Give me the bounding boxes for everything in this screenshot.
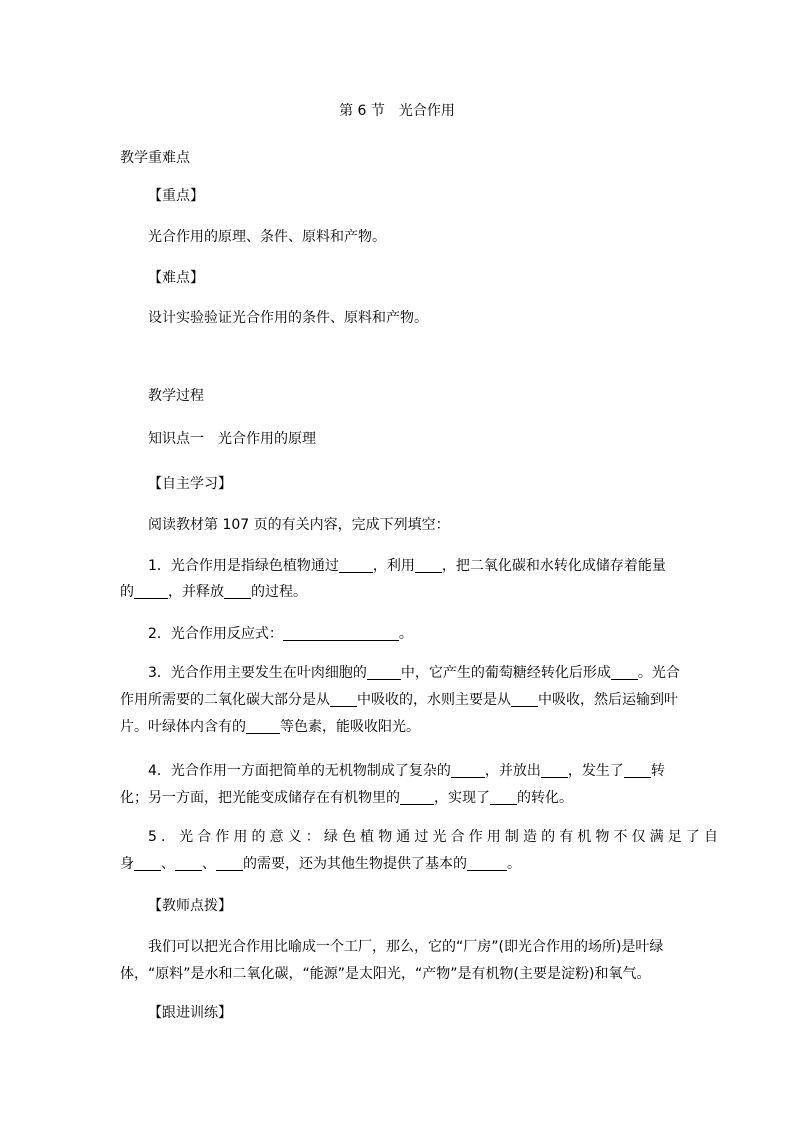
- question-text: 的转化。: [517, 790, 573, 806]
- question-1-line-1: [148, 556, 666, 576]
- fill-blank[interactable]: [224, 584, 251, 599]
- question-text: 的过程。: [251, 584, 307, 600]
- question-text: ，并释放: [168, 584, 224, 600]
- fill-blank[interactable]: [175, 856, 202, 871]
- question-text: 1．光合作用是指绿色植物通过: [148, 558, 339, 574]
- question-3-line-2: [120, 690, 676, 710]
- fill-blank[interactable]: [134, 584, 168, 599]
- question-text: 作用所需要的二氧化碳大部分是从: [120, 692, 330, 708]
- fill-blank[interactable]: [339, 558, 373, 573]
- fill-blank[interactable]: [216, 856, 243, 871]
- question-text: 的需要，还为其他生物提供了基本的: [243, 856, 467, 872]
- fill-blank[interactable]: [283, 626, 399, 641]
- question-4-line-2: [120, 788, 676, 808]
- question-text: ，发生了: [567, 763, 624, 779]
- fill-blank[interactable]: [415, 558, 442, 573]
- page-title: 第 6 节 光合作用: [339, 103, 455, 119]
- fill-blank[interactable]: [611, 665, 638, 680]
- question-5-line-2: [120, 854, 676, 874]
- knowledge-point-heading: 知识点一 光合作用的原理: [148, 431, 316, 447]
- fill-blank[interactable]: [490, 790, 517, 805]
- question-text: 2．光合作用反应式：: [148, 626, 283, 642]
- question-text: 中吸收的，水则主要是从: [357, 692, 511, 708]
- fill-blank[interactable]: [467, 856, 507, 871]
- question-text: 、: [161, 856, 175, 872]
- focus-text: 光合作用的原理、条件、原料和产物。: [148, 229, 386, 245]
- question-text: ，把二氧化碳和水转化成储存着能量: [441, 558, 666, 574]
- question-text: ，利用: [372, 558, 415, 574]
- fill-blank[interactable]: [451, 763, 485, 778]
- question-text: 。: [398, 626, 413, 642]
- question-text: 。: [507, 856, 521, 872]
- question-text: 片。叶绿体内含有的: [120, 719, 246, 735]
- question-text: 、: [202, 856, 216, 872]
- fill-blank[interactable]: [400, 790, 434, 805]
- fill-blank[interactable]: [541, 763, 568, 778]
- practice-label: 【跟进训练】: [148, 1005, 232, 1021]
- question-text: 身: [120, 856, 134, 872]
- question-5-line-1: 5．光合作用的意义：绿色植物通过光合作用制造的有机物不仅满足了自: [148, 829, 723, 845]
- question-text: 等色素，能吸收阳光。: [280, 719, 420, 735]
- fill-blank[interactable]: [246, 719, 280, 734]
- fill-blank[interactable]: [367, 665, 401, 680]
- question-text: ，实现了: [434, 790, 490, 806]
- question-text: 3．光合作用主要发生在叶肉细胞的: [148, 665, 367, 681]
- self-study-label: 【自主学习】: [148, 476, 232, 492]
- fill-blank[interactable]: [511, 692, 538, 707]
- question-text: ，并放出: [484, 763, 541, 779]
- difficulty-label: 【难点】: [148, 270, 204, 286]
- question-text: 转: [650, 763, 665, 779]
- question-text: 中，它产生的葡萄糖经转化后形成: [400, 665, 611, 681]
- process-heading: 教学过程: [148, 388, 204, 404]
- question-text: 化；另一方面，把光能变成储存在有机物里的: [120, 790, 400, 806]
- question-text: 。光合: [637, 665, 680, 681]
- self-study-intro: 阅读教材第 107 页的有关内容，完成下列填空：: [148, 517, 450, 533]
- question-2: [148, 624, 413, 644]
- question-1-line-2: [120, 582, 676, 602]
- key-points-heading: 教学重难点: [120, 150, 190, 166]
- question-4-line-1: [148, 761, 665, 781]
- teacher-tip-label: 【教师点拨】: [148, 898, 232, 914]
- question-text: 4．光合作用一方面把简单的无机物制成了复杂的: [148, 763, 451, 779]
- fill-blank[interactable]: [134, 856, 161, 871]
- question-text: 的: [120, 584, 134, 600]
- teacher-tip-line-2: 体，“原料”是水和二氧化碳，“能源”是太阳光，“产物”是有机物(主要是淀粉)和氧气。: [120, 966, 651, 982]
- question-text: 中吸收，然后运输到叶: [538, 692, 678, 708]
- fill-blank[interactable]: [624, 763, 651, 778]
- question-3-line-1: [148, 663, 680, 683]
- question-3-line-3: [120, 717, 676, 737]
- fill-blank[interactable]: [330, 692, 357, 707]
- difficulty-text: 设计实验验证光合作用的条件、原料和产物。: [148, 310, 428, 326]
- focus-label: 【重点】: [148, 188, 204, 204]
- teacher-tip-line-1: 我们可以把光合作用比喻成一个工厂，那么，它的“厂房”(即光合作用的场所)是叶绿: [148, 939, 664, 955]
